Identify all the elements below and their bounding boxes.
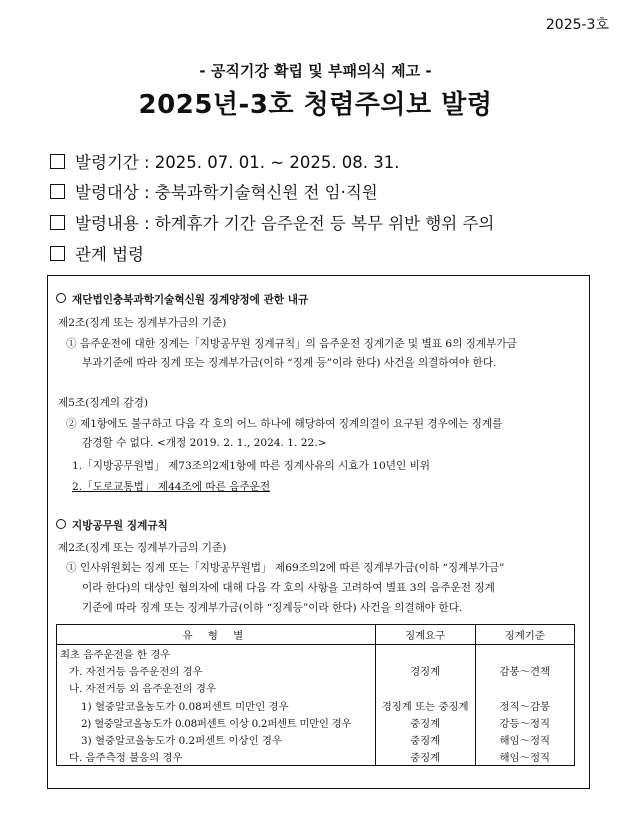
table-row [57,731,575,748]
section1-heading [56,292,308,307]
table-cell: 해임～정직 [475,748,574,766]
table-row [57,697,575,714]
table-cell: 다. 음주측정 불응의 경우 [57,748,376,766]
section2-article2-title: 제2조(징계 또는 징계부가금의 기준) [58,542,227,554]
circle-bullet-icon [56,519,66,529]
document-number: 2025-3호 [545,17,609,33]
dui-discipline-table [56,624,575,766]
subtitle: - 공직기강 확립 및 부패의식 제고 - [199,62,432,80]
table-cell: 나. 자전거등 외 음주운전의 경우 [57,679,376,696]
table-header-row [57,625,575,645]
table-row [57,679,575,696]
section1-article2-para1-line1: ① 음주운전에 대한 징계는「지방공무원 징계규칙」의 음주운전 징계기준 및 별표 6의 징계부가금 [66,338,517,350]
table-cell: 중징계 [375,731,475,748]
page-title: 2025년-3호 청렴주의보 발령 [138,90,493,120]
table-header-type: 유 형 별 [57,625,376,645]
section1-article5-para2-line2: 감경할 수 없다. <개정 2019. 2. 1., 2024. 1. 22.> [82,437,327,449]
table-cell [375,679,475,696]
section1-item1: 1.「지방공무원법」 제73조의2제1항에 따른 징계사유의 시효가 10년인 비위 [72,460,431,472]
info-content-text: 발령내용 : 하계휴가 기간 음주운전 등 복무 위반 행위 주의 [75,214,495,233]
checkbox-square-icon [50,246,65,261]
info-laws [50,241,144,265]
info-content [50,210,494,234]
info-period-text: 발령기간 : 2025. 07. 01. ~ 2025. 08. 31. [75,153,400,172]
table-cell: 정직～감봉 [475,697,574,714]
checkbox-square-icon [50,215,65,230]
table-cell: 2) 혈중알코올농도가 0.08퍼센트 이상 0.2퍼센트 미만인 경우 [57,714,376,731]
table-row [57,662,575,679]
table-cell: 강등～정직 [475,714,574,731]
table-header-standard: 징계기준 [475,625,574,645]
table-cell: 중징계 [375,714,475,731]
checkbox-square-icon [50,184,65,199]
info-target-text: 발령대상 : 충북과학기술혁신원 전 임·직원 [75,183,378,202]
table-cell: 1) 혈중알코올농도가 0.08퍼센트 미만인 경우 [57,697,376,714]
section1-heading-text: 재단법인충북과학기술혁신원 징계양정에 관한 내규 [72,294,309,306]
table-header-request: 징계요구 [375,625,475,645]
section2-para1-line2: 이라 한다)의 대상인 혐의자에 대해 다음 각 호의 사항을 고려하여 별표 3의 음주운전 징계 [82,582,495,594]
section1-article5-title: 제5조(징계의 감경) [58,397,149,409]
section2-para1-line1: ① 인사위원회는 징계 또는「지방공무원법」 제69조의2에 따른 징계부가금(이하 “징계부가금” [66,562,505,574]
section1-item2: 2.「도로교통법」 제44조에 따른 음주운전 [72,481,271,493]
info-laws-text: 관계 법령 [75,245,145,264]
section1-article2-title: 제2조(징계 또는 징계부가금의 기준) [58,317,227,329]
section2-para1-line3: 기준에 따라 징계 또는 징계부가금(이하 “징계등”이라 한다) 사건을 의결해야 한다. [82,602,463,614]
table-cell: 경징계 또는 중징계 [375,697,475,714]
table-row [57,748,575,766]
info-target [50,179,378,203]
table-cell [475,679,574,696]
table-cell: 감봉～견책 [475,662,574,679]
table-row [57,645,575,663]
table-cell [375,645,475,663]
table-cell: 최초 음주운전을 한 경우 [57,645,376,663]
table-cell: 해임～정직 [475,731,574,748]
section1-article5-para2-line1: ② 제1항에도 불구하고 다음 각 호의 어느 하나에 해당하여 징계의결이 요구된 경우에는 징계를 [66,418,503,430]
table-cell: 3) 혈중알코올농도가 0.2퍼센트 이상인 경우 [57,731,376,748]
info-period [50,149,400,173]
circle-bullet-icon [56,293,66,303]
checkbox-square-icon [50,154,65,169]
table-cell: 가. 자전거등 음주운전의 경우 [57,662,376,679]
section2-heading-text: 지방공무원 징계규칙 [72,520,168,532]
section2-heading [56,518,168,533]
table-cell: 중징계 [375,748,475,766]
section1-article2-para1-line2: 부과기준에 따라 징계 또는 징계부가금(이하 “징계 등”이라 한다) 사건을 의결하여야 한다. [82,357,497,369]
table-cell [475,645,574,663]
table-cell: 경징계 [375,662,475,679]
table-row [57,714,575,731]
